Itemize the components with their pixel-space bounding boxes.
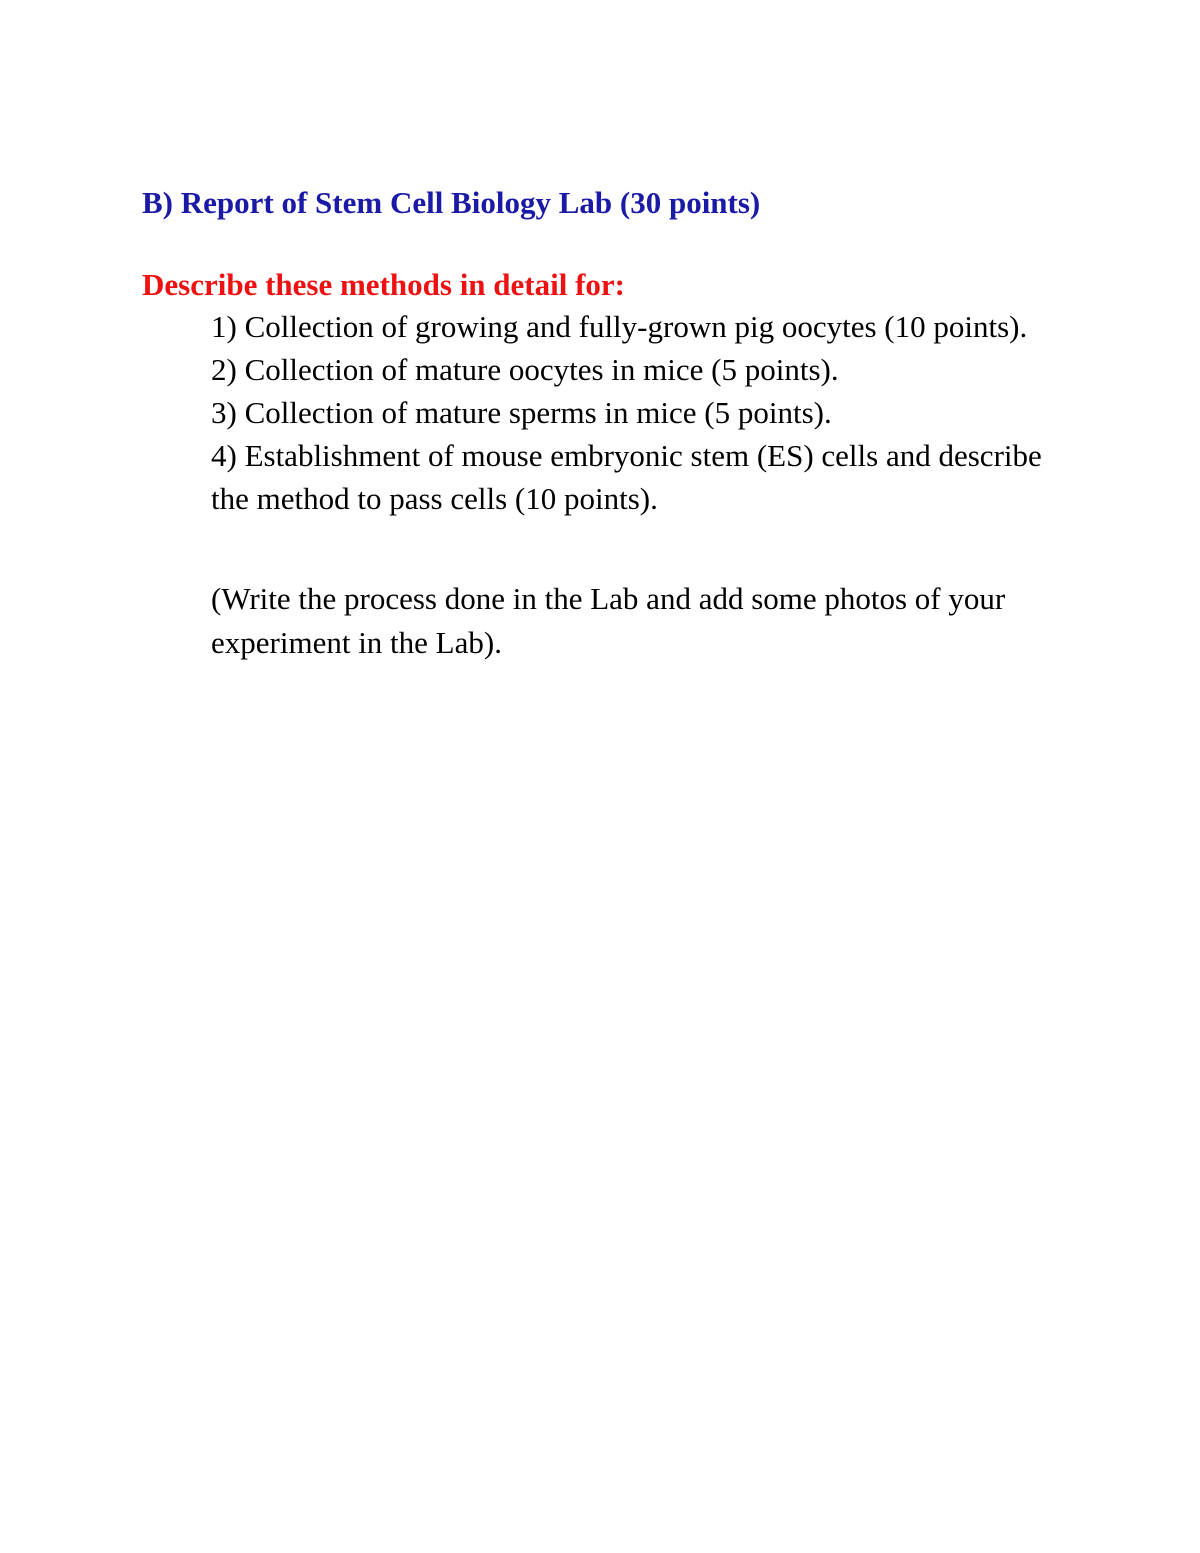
method-list	[211, 305, 1071, 520]
report-title: B) Report of Stem Cell Biology Lab (30 points)	[142, 185, 761, 220]
method-item-3: 3) Collection of mature sperms in mice (5 points).	[211, 395, 832, 430]
method-item-4: 4) Establishment of mouse embryonic stem (ES) cells and describe the method to pass cells (10 points).	[211, 438, 1042, 516]
instructions-heading: Describe these methods in detail for:	[142, 267, 625, 302]
method-item-1: 1) Collection of growing and fully-grown pig oocytes (10 points).	[211, 309, 1028, 344]
lab-note: (Write the process done in the Lab and add some photos of your experiment in the Lab).	[211, 581, 1006, 660]
method-item-2: 2) Collection of mature oocytes in mice (5 points).	[211, 352, 839, 387]
